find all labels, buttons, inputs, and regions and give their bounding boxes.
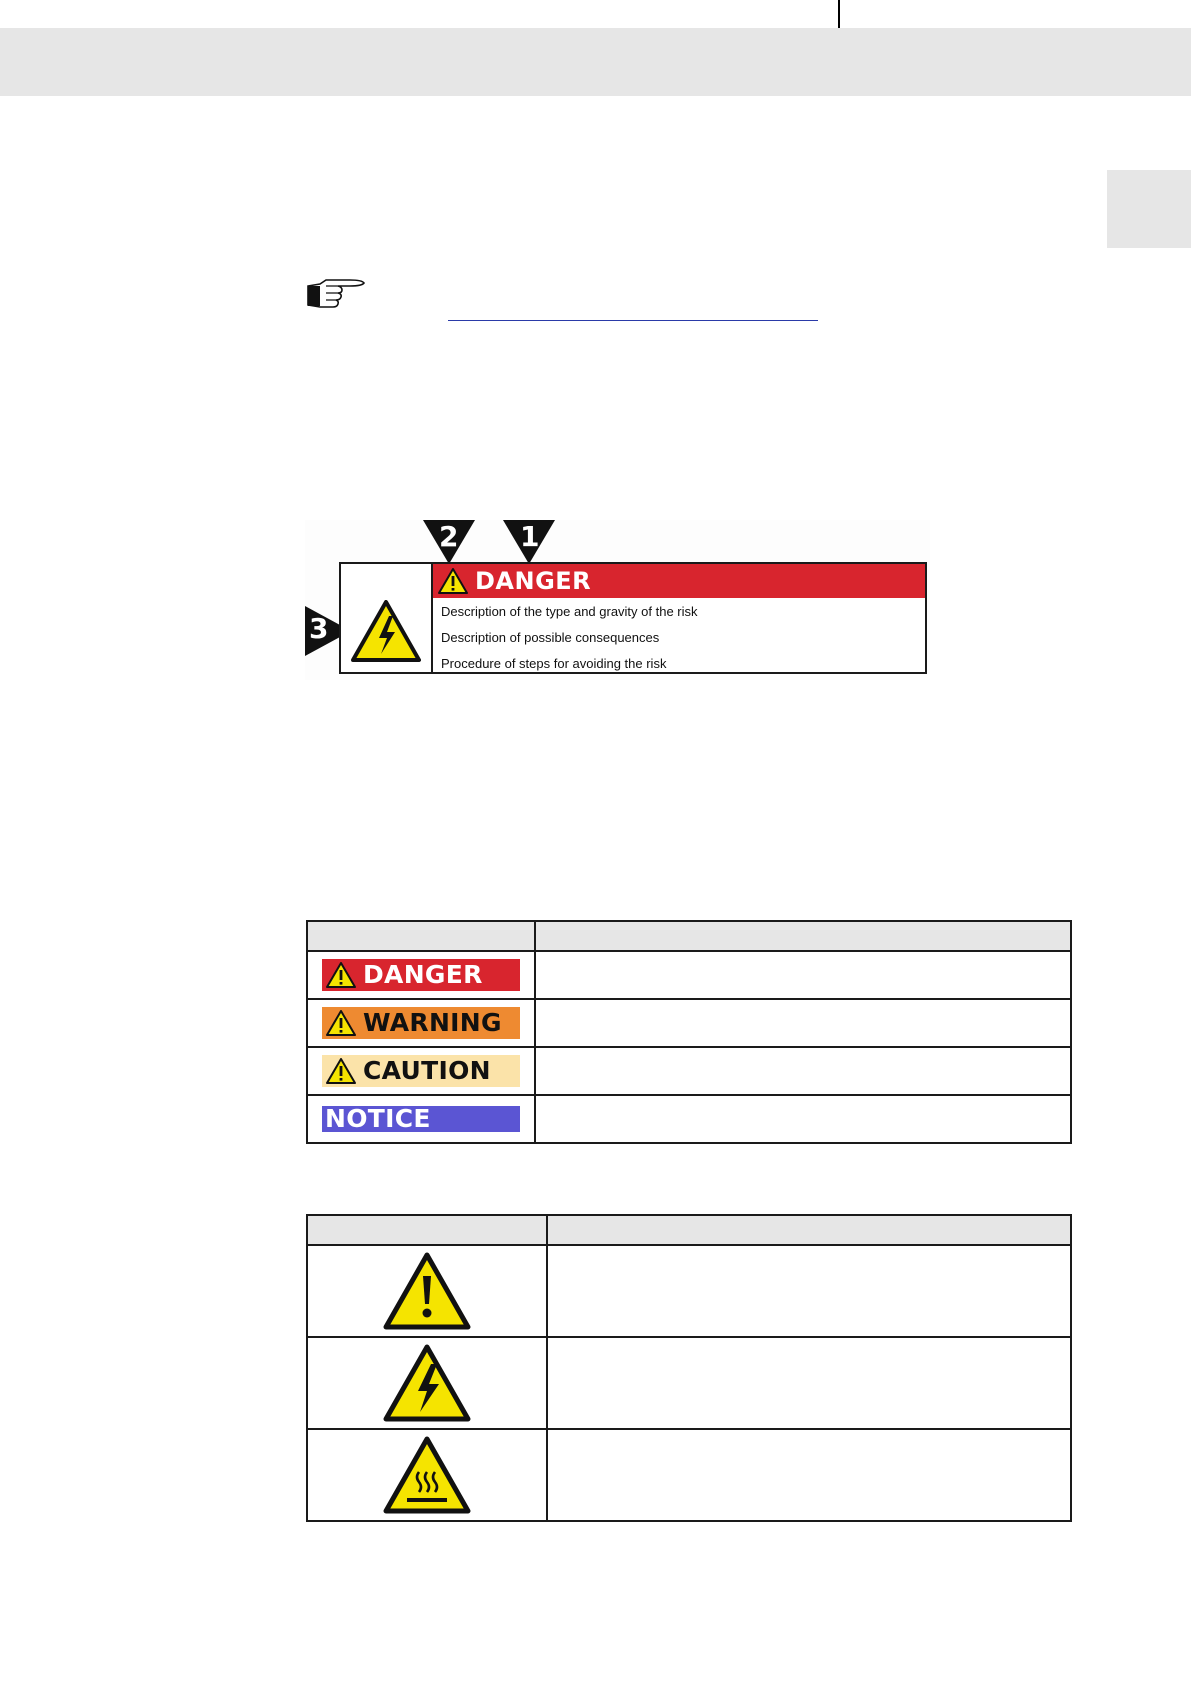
description-cell [535,999,1071,1047]
table-row [307,1047,1071,1095]
danger-banner [433,564,925,598]
hot-surface-icon [383,1436,471,1514]
symbol-cell [307,1245,547,1337]
safety-sign-figure [305,520,930,680]
symbol-cell [307,1429,547,1521]
signal-cell [307,999,535,1047]
avoidance-procedure-line: Procedure of steps for avoiding the risk [441,656,667,671]
signal-label: WARNING [363,1008,502,1037]
signal-label: NOTICE [325,1104,431,1133]
table-header-row [307,1215,1071,1245]
general-warning-icon [383,1252,471,1330]
warning-triangle-icon [325,961,357,989]
callout-number: 2 [439,520,459,553]
description-cell [535,1095,1071,1143]
sign-icon-column [341,564,433,672]
header-cell [547,1215,1071,1245]
description-cell [547,1337,1071,1429]
header-rule [838,0,840,28]
risk-description-line: Description of the type and gravity of the risk [441,604,698,619]
signal-cell [307,951,535,999]
warning-triangle-icon [437,567,469,595]
pointing-hand-icon [306,276,366,312]
table-row [307,1429,1071,1521]
symbol-cell [307,1337,547,1429]
table-row [307,999,1071,1047]
header-band [0,28,1191,96]
header-cell [307,921,535,951]
header-cell [535,921,1071,951]
warning-triangle-icon [325,1057,357,1085]
signal-label: CAUTION [363,1056,491,1085]
danger-sign-box [339,562,927,674]
header-cell [307,1215,547,1245]
danger-signal [322,959,520,991]
table-row [307,1337,1071,1429]
electric-voltage-icon [351,600,421,662]
description-cell [547,1429,1071,1521]
description-cell [547,1245,1071,1337]
signal-word-table [306,920,1072,1144]
description-cell [535,1047,1071,1095]
signal-label: DANGER [363,960,483,989]
table-header-row [307,921,1071,951]
hazard-symbol-table [306,1214,1072,1522]
signal-cell [307,1047,535,1095]
hyperlink-underline[interactable] [448,320,818,321]
electric-voltage-icon [383,1344,471,1422]
warning-signal [322,1007,520,1039]
danger-banner-label: DANGER [475,567,592,595]
callout-number: 3 [309,612,329,645]
caution-signal [322,1055,520,1087]
table-row [307,1245,1071,1337]
callout-number: 1 [520,520,540,553]
description-cell [535,951,1071,999]
signal-cell [307,1095,535,1143]
consequences-line: Description of possible consequences [441,630,660,645]
warning-triangle-icon [325,1009,357,1037]
table-row [307,1095,1071,1143]
notice-signal [322,1106,520,1132]
chapter-tab [1107,170,1191,248]
table-row [307,951,1071,999]
